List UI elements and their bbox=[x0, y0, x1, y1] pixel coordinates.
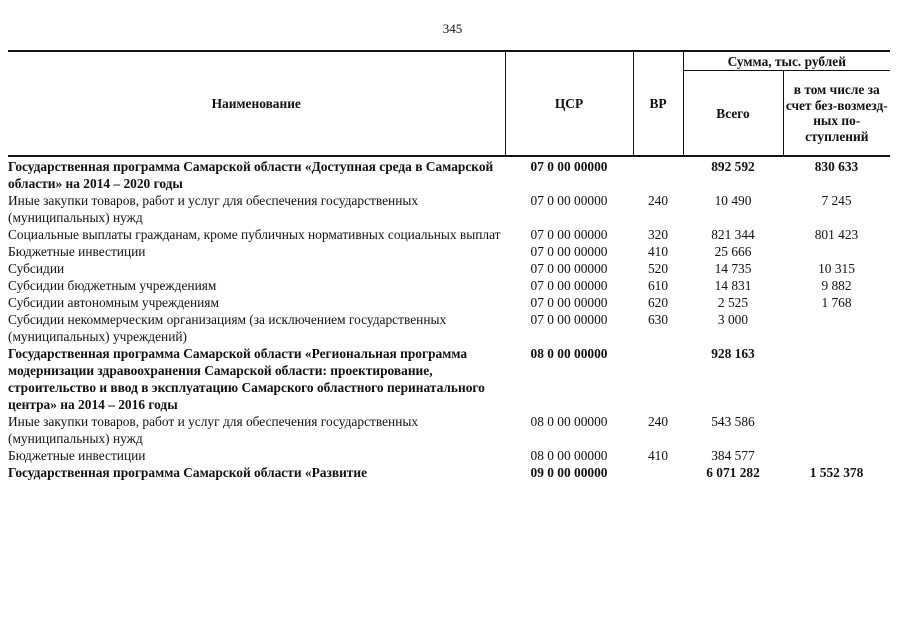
header-total: Всего bbox=[683, 71, 783, 157]
header-sum-group: Сумма, тыс. рублей bbox=[683, 51, 890, 71]
row-vr bbox=[633, 464, 683, 481]
row-total: 928 163 bbox=[711, 346, 755, 361]
table-row bbox=[8, 413, 890, 447]
table-row bbox=[8, 447, 890, 464]
row-csr: 09 0 00 00000 bbox=[530, 465, 608, 480]
page-number: 345 bbox=[442, 21, 463, 36]
row-total: 384 577 bbox=[711, 448, 755, 463]
row-name: Государственная программа Самарской области «Региональная программа модернизации здравоохранения Самарской области: проектирование, строительство и ввод в эксплуатацию Самарского областного перинатального центра» на 2014 – 2016 годы bbox=[8, 346, 485, 412]
row-vr: 630 bbox=[647, 312, 669, 327]
row-name: Государственная программа Самарской области «Доступная среда в Самарской области» на 2014 – 2020 годы bbox=[8, 159, 494, 191]
row-vz bbox=[783, 345, 890, 413]
table-row bbox=[8, 243, 890, 260]
row-name: Субсидии бюджетным учреждениям bbox=[8, 278, 217, 293]
row-csr: 07 0 00 00000 bbox=[530, 244, 608, 259]
row-name: Субсидии автономным учреждениям bbox=[8, 295, 219, 310]
row-vr: 620 bbox=[647, 295, 669, 310]
row-total: 6 071 282 bbox=[706, 465, 760, 480]
row-vz bbox=[783, 311, 890, 345]
table-row bbox=[8, 192, 890, 226]
row-vr: 410 bbox=[647, 244, 669, 259]
table-row bbox=[8, 464, 890, 481]
row-vz: 9 882 bbox=[821, 278, 852, 293]
row-vr: 520 bbox=[647, 261, 669, 276]
row-total: 3 000 bbox=[717, 312, 749, 327]
row-total: 25 666 bbox=[714, 244, 752, 259]
row-vz: 7 245 bbox=[821, 193, 852, 208]
row-csr: 07 0 00 00000 bbox=[530, 261, 608, 276]
row-vr bbox=[633, 156, 683, 192]
table-row bbox=[8, 294, 890, 311]
table-row bbox=[8, 277, 890, 294]
table-row bbox=[8, 226, 890, 243]
row-total: 821 344 bbox=[711, 227, 755, 242]
row-total: 10 490 bbox=[714, 193, 752, 208]
row-csr: 08 0 00 00000 bbox=[530, 448, 608, 463]
row-vz bbox=[783, 447, 890, 464]
header-name: Наименование bbox=[8, 51, 505, 156]
row-vr: 240 bbox=[647, 414, 669, 429]
row-csr: 07 0 00 00000 bbox=[530, 278, 608, 293]
row-name: Субсидии bbox=[8, 261, 65, 276]
table-row bbox=[8, 260, 890, 277]
row-vr bbox=[633, 345, 683, 413]
row-name: Социальные выплаты гражданам, кроме публичных нормативных социальных выплат bbox=[8, 227, 501, 242]
row-csr: 08 0 00 00000 bbox=[530, 414, 608, 429]
row-name: Бюджетные инвестиции bbox=[8, 448, 146, 463]
row-vz bbox=[783, 243, 890, 260]
row-vr: 410 bbox=[647, 448, 669, 463]
row-vz: 1 552 378 bbox=[809, 465, 864, 480]
row-total: 14 735 bbox=[714, 261, 752, 276]
row-name: Иные закупки товаров, работ и услуг для обеспечения государственных (муниципальных) нужд bbox=[8, 414, 419, 446]
row-vr: 610 bbox=[647, 278, 669, 293]
table-header bbox=[8, 51, 890, 156]
row-total: 543 586 bbox=[711, 414, 755, 429]
row-vz bbox=[783, 413, 890, 447]
row-csr: 07 0 00 00000 bbox=[530, 193, 608, 208]
row-vr: 240 bbox=[647, 193, 669, 208]
row-vz: 801 423 bbox=[814, 227, 859, 242]
row-name: Бюджетные инвестиции bbox=[8, 244, 146, 259]
row-csr: 07 0 00 00000 bbox=[530, 159, 608, 174]
header-vz: в том числе за счет без-возмезд-ных по-ступлений bbox=[783, 71, 890, 157]
table-row bbox=[8, 156, 890, 192]
row-total: 14 831 bbox=[714, 278, 752, 293]
row-name: Государственная программа Самарской области «Развитие bbox=[8, 465, 368, 480]
header-vr: ВР bbox=[633, 51, 683, 156]
budget-table bbox=[8, 50, 890, 481]
row-csr: 07 0 00 00000 bbox=[530, 227, 608, 242]
row-csr: 08 0 00 00000 bbox=[530, 346, 608, 361]
row-total: 892 592 bbox=[711, 159, 755, 174]
row-vz: 1 768 bbox=[821, 295, 852, 310]
header-csr: ЦСР bbox=[505, 51, 633, 156]
row-csr: 07 0 00 00000 bbox=[530, 312, 608, 327]
row-vz: 10 315 bbox=[818, 261, 855, 276]
row-name: Иные закупки товаров, работ и услуг для обеспечения государственных (муниципальных) нужд bbox=[8, 193, 419, 225]
table-row bbox=[8, 345, 890, 413]
row-vr: 320 bbox=[647, 227, 669, 242]
row-vz: 830 633 bbox=[814, 159, 859, 174]
table-row bbox=[8, 311, 890, 345]
table-body bbox=[8, 156, 890, 481]
row-name: Субсидии некоммерческим организациям (за исключением государственных (муниципальных) учреждений) bbox=[8, 312, 447, 344]
row-total: 2 525 bbox=[717, 295, 749, 310]
row-csr: 07 0 00 00000 bbox=[530, 295, 608, 310]
